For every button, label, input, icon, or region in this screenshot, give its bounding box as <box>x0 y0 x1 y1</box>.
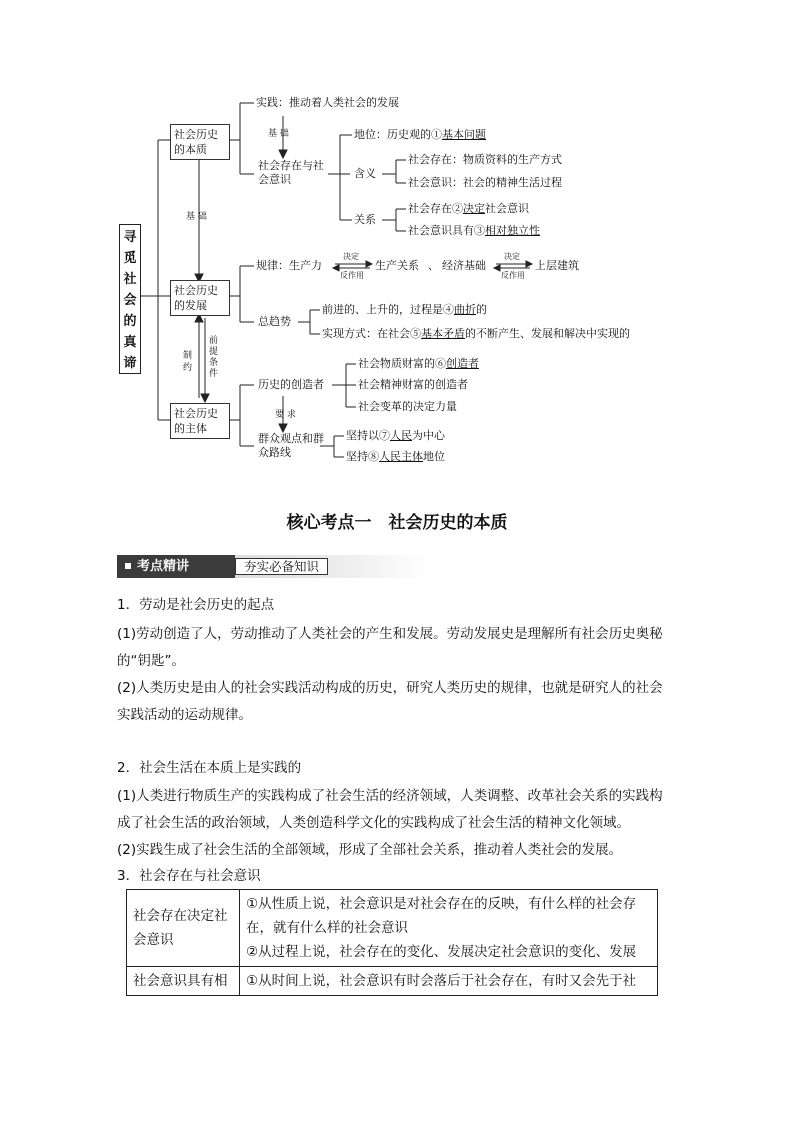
relation-2-answer: 相对独立性 <box>485 224 540 237</box>
heading-1: 1．劳动是社会历史的起点 <box>117 597 275 613</box>
para-4: (2)实践生成了社会生活的全部领域，形成了全部社会关系，推动着人类社会的发展。 <box>117 842 623 858</box>
node-development: 社会历史的发展 <box>170 280 230 316</box>
law-prefix: 规律：生产力 <box>256 259 322 272</box>
para-3b: 成了社会生活的政治领域，人类创造科学文化的实践构成了社会生活的精神文化领域。 <box>117 815 630 831</box>
heading-2: 2．社会生活在本质上是实践的 <box>117 760 302 776</box>
creator-text: 历史的创造者 <box>258 378 324 391</box>
creator-1-prefix: 社会物质财富的⑥ <box>358 357 446 370</box>
require-label: 要 求 <box>275 410 296 420</box>
relation-1-prefix: 社会存在② <box>408 202 463 215</box>
meaning-label: 含义 <box>354 167 376 180</box>
status-answer: 基本问题 <box>442 128 486 141</box>
trend-2-suffix: 的不断产生、发展和解决中实现的 <box>465 327 630 340</box>
decide-label-1: 决定 <box>343 252 359 261</box>
restrict-label: 制约 <box>183 351 193 373</box>
relation-1-suffix: 社会意识 <box>485 202 529 215</box>
node-essence: 社会历史的本质 <box>170 124 230 160</box>
practice-text: 实践：推动着人类社会的发展 <box>256 96 399 109</box>
trend-1 <box>322 303 487 317</box>
trend-2 <box>322 327 630 341</box>
table-line: 在，就有什么样的社会意识 <box>246 920 408 936</box>
relation-2 <box>408 224 540 238</box>
section-banner <box>117 555 431 578</box>
mass-1-suffix: 为中心 <box>412 429 445 442</box>
mass-2 <box>346 450 445 464</box>
para-2a: (2)人类历史是由人的社会实践活动构成的历史，研究人类历史的规律，也就是研究人的社会 <box>117 680 663 696</box>
creator-3: 社会变革的决定力量 <box>358 400 457 413</box>
mass-1-prefix: 坚持以⑦ <box>346 429 390 442</box>
existence-consciousness: 社会存在与社会意识 <box>258 159 324 186</box>
trend-2-answer: 基本矛盾 <box>421 327 465 340</box>
section-title: 核心考点一 社会历史的本质 <box>286 513 508 533</box>
table-line: ①从性质上说，社会意识是对社会存在的反映，有什么样的社会存 <box>246 896 637 912</box>
relation-label: 关系 <box>354 213 376 226</box>
para-2b: 实践活动的运动规律。 <box>117 707 252 723</box>
table-content-cell <box>240 890 658 967</box>
table-line: ②从过程上说，社会存在的变化、发展决定社会意识的变化、发展 <box>246 944 637 960</box>
trend-label: 总趋势 <box>258 315 291 328</box>
table-content-cell <box>240 967 658 996</box>
meaning-2: 社会意识：社会的精神生活过程 <box>408 176 562 189</box>
para-1b: 的“钥匙”。 <box>117 653 185 669</box>
table-head-cell: 社会存在决定社会意识 <box>127 890 240 967</box>
creator-1-answer: 创造者 <box>446 357 479 370</box>
relation-1-answer: 决定 <box>463 202 485 215</box>
square-bullet-icon <box>125 563 131 569</box>
react-label-2: 反作用 <box>501 271 525 280</box>
para-3a: (1)人类进行物质生产的实践构成了社会生活的经济领域，人类调整、改革社会关系的实践构 <box>117 788 663 804</box>
banner-right: 夯实必备知识 <box>235 558 328 575</box>
relations-text: 生产关系 <box>375 259 419 272</box>
superstructure: 上层建筑 <box>535 259 579 272</box>
mass-1 <box>346 429 445 443</box>
mass-2-suffix: 地位 <box>423 450 445 463</box>
table-row <box>127 967 658 996</box>
trend-1-suffix: 的 <box>476 303 487 316</box>
status-prefix: 地位：历史观的① <box>354 128 442 141</box>
economic-base: 经济基础 <box>442 259 486 272</box>
banner-left-text: 考点精讲 <box>137 559 190 574</box>
foundation-label-1: 基 础 <box>268 129 289 139</box>
trend-1-prefix: 前进的、上升的，过程是④ <box>322 303 454 316</box>
trend-2-prefix: 实现方式：在社会⑤ <box>322 327 421 340</box>
mass-view: 群众观点和群众路线 <box>258 432 324 459</box>
premise-label: 前提条件 <box>209 336 219 379</box>
banner-left <box>117 555 235 578</box>
relation-2-prefix: 社会意识具有③ <box>408 224 485 237</box>
creator-2: 社会精神财富的创造者 <box>358 378 468 391</box>
mass-2-prefix: 坚持⑧ <box>346 450 379 463</box>
react-label-1: 反作用 <box>340 271 364 280</box>
table-head-cell: 社会意识具有相 <box>127 967 240 996</box>
mindmap-root: 寻觅社会的真谛 <box>119 224 141 374</box>
law-sep: 、 <box>428 259 439 272</box>
existence-consciousness-table <box>126 889 658 996</box>
table-line: ①从时间上说，社会意识有时会落后于社会存在，有时又会先于社 <box>246 973 637 989</box>
para-1a: (1)劳动创造了人，劳动推动了人类社会的产生和发展。劳动发展史是理解所有社会历史奥秘 <box>117 626 663 642</box>
decide-label-2: 决定 <box>504 252 520 261</box>
mass-1-answer: 人民 <box>390 429 412 442</box>
node-subject: 社会历史的主体 <box>170 403 230 439</box>
mass-2-answer: 人民主体 <box>379 450 423 463</box>
trend-1-answer: 曲折 <box>454 303 476 316</box>
creator-1 <box>358 357 479 371</box>
status-line <box>354 128 486 142</box>
basis-label: 基 础 <box>186 212 207 222</box>
relation-1 <box>408 202 529 216</box>
meaning-1: 社会存在：物质资料的生产方式 <box>408 153 562 166</box>
heading-3: 3．社会存在与社会意识 <box>117 868 261 884</box>
table-row <box>127 890 658 967</box>
